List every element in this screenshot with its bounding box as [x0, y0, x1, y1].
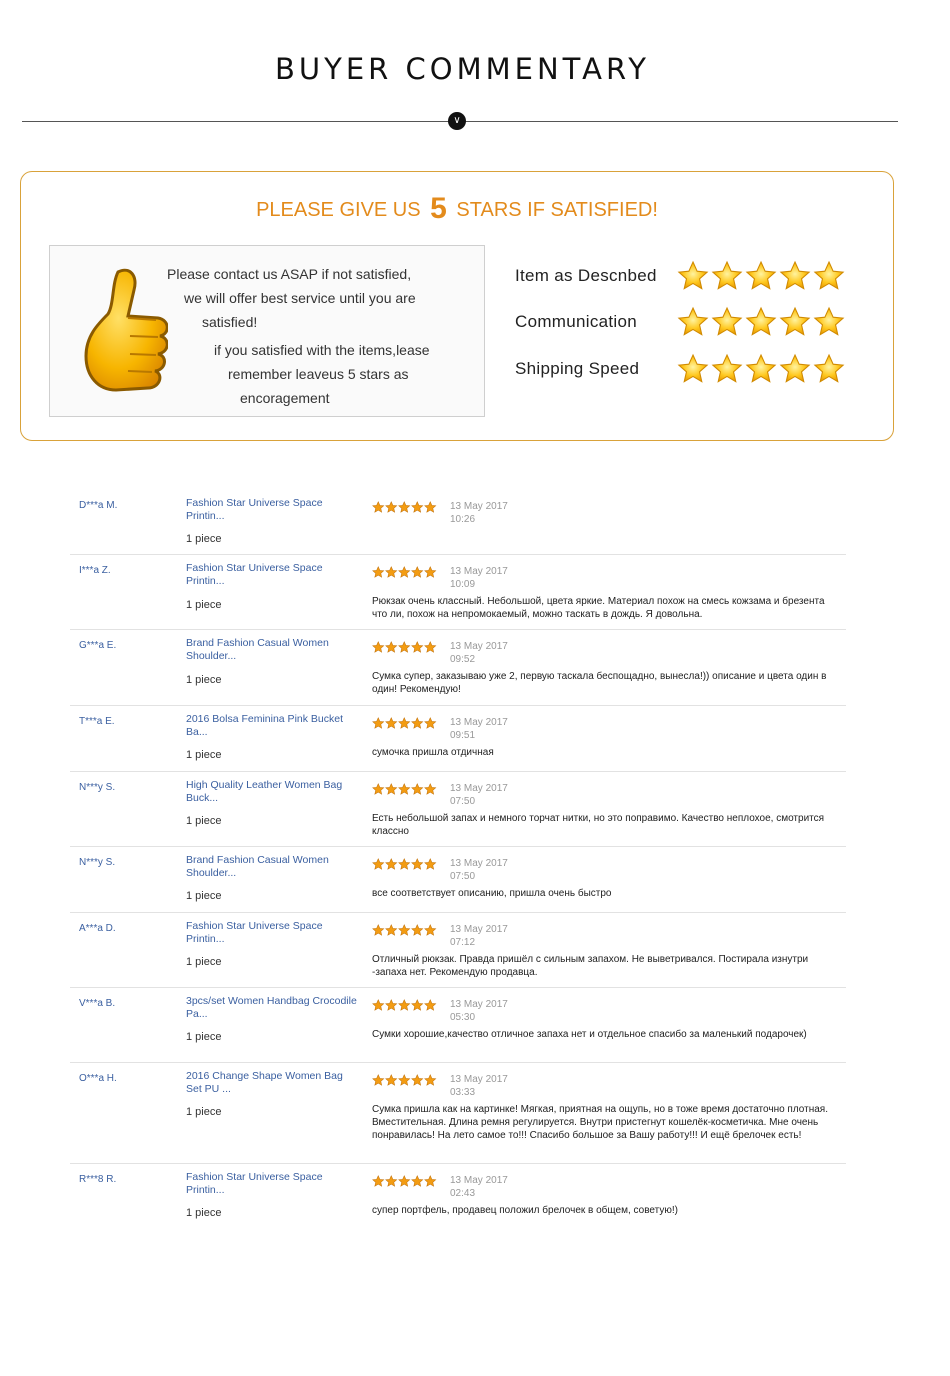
- quantity: 1 piece: [186, 1031, 222, 1043]
- rating-label: Shipping Speed: [515, 359, 640, 378]
- rating-label: Item as Descnbed: [515, 266, 657, 285]
- quantity: 1 piece: [186, 674, 222, 686]
- review-stars: [372, 640, 437, 658]
- review-text: Сумка пришла как на картинке! Мягкая, приятная на ощупь, но в тоже время достаточно плотная. Вместительная. Длина ремня регулируется. Внутри пристегнут кошелёк-косметичка. Мне очень понравилась! На лето самое то!!! Спасибо большое за Вашу работу!!! И ещё брелочек есть!: [372, 1104, 828, 1141]
- quantity: 1 piece: [186, 956, 222, 968]
- star-icon: [372, 783, 385, 796]
- star-icon: [424, 717, 437, 730]
- star-icon: [372, 1175, 385, 1188]
- banner-title-number: 5: [430, 192, 447, 225]
- chevron-down-icon: ∨: [448, 112, 466, 130]
- thumbs-up-icon: [78, 264, 168, 404]
- star-icon: [411, 924, 424, 937]
- contact-box: [49, 245, 485, 417]
- star-icon: [372, 858, 385, 871]
- star-icon: [411, 566, 424, 579]
- review-row: [70, 630, 846, 706]
- star-icon: [385, 924, 398, 937]
- quantity: 1 piece: [186, 533, 222, 545]
- review-stars: [372, 565, 437, 583]
- rating-item-as-described: [515, 260, 855, 296]
- star-icon: [372, 501, 385, 514]
- star-icon: [424, 566, 437, 579]
- star-icon: [411, 1175, 424, 1188]
- review-date: 13 May 2017 03:33: [450, 1074, 508, 1098]
- star-icon: [385, 783, 398, 796]
- reviewer-name: V***a B.: [79, 998, 116, 1009]
- star-icon: [411, 501, 424, 514]
- star-icon: [711, 306, 743, 338]
- review-stars: [372, 998, 437, 1016]
- reviewer-name: N***y S.: [79, 782, 116, 793]
- contact-line-3: satisfied!: [202, 314, 258, 330]
- star-icon: [411, 641, 424, 654]
- review-date: 13 May 2017 10:26: [450, 501, 508, 525]
- reviewer-name: G***a E.: [79, 640, 117, 651]
- star-icon: [398, 641, 411, 654]
- star-icon: [385, 999, 398, 1012]
- banner-title-pre: PLEASE GIVE US: [256, 199, 421, 221]
- contact-line-6: encoragement: [240, 390, 330, 406]
- review-list: [70, 490, 846, 1228]
- star-icon: [411, 858, 424, 871]
- review-date: 13 May 2017 07:50: [450, 858, 508, 882]
- review-stars: [372, 500, 437, 518]
- review-date: 13 May 2017 09:51: [450, 717, 508, 741]
- star-icon: [813, 353, 845, 385]
- banner-title: [21, 192, 893, 226]
- review-stars: [372, 923, 437, 941]
- star-icon: [385, 501, 398, 514]
- star-icon: [372, 641, 385, 654]
- contact-line-2: we will offer best service until you are: [184, 290, 416, 306]
- rating-communication: [515, 306, 855, 342]
- quantity: 1 piece: [186, 1207, 222, 1219]
- star-icon: [411, 717, 424, 730]
- quantity: 1 piece: [186, 1106, 222, 1118]
- product-link[interactable]: Fashion Star Universe Space Printin...: [186, 497, 323, 522]
- star-icon: [398, 501, 411, 514]
- star-icon: [424, 1074, 437, 1087]
- star-icon: [779, 353, 811, 385]
- review-row: [70, 555, 846, 630]
- star-icon: [372, 566, 385, 579]
- rating-label: Communication: [515, 312, 638, 331]
- reviewer-name: A***a D.: [79, 923, 116, 934]
- review-date: 13 May 2017 07:12: [450, 924, 508, 948]
- star-icon: [424, 999, 437, 1012]
- star-icon: [813, 306, 845, 338]
- product-link[interactable]: Fashion Star Universe Space Printin...: [186, 1171, 323, 1196]
- star-icon: [411, 783, 424, 796]
- reviewer-name: D***a M.: [79, 500, 118, 511]
- reviewer-name: I***a Z.: [79, 565, 111, 576]
- rating-stars: [677, 353, 847, 390]
- review-date: 13 May 2017 05:30: [450, 999, 508, 1023]
- satisfaction-banner: [20, 171, 894, 441]
- star-icon: [745, 353, 777, 385]
- reviewer-name: R***8 R.: [79, 1174, 117, 1185]
- quantity: 1 piece: [186, 815, 222, 827]
- review-row: [70, 1164, 846, 1228]
- quantity: 1 piece: [186, 890, 222, 902]
- review-text: сумочка пришла отдичная: [372, 747, 494, 758]
- contact-line-4: if you satisfied with the items,lease: [214, 342, 430, 358]
- star-icon: [424, 924, 437, 937]
- review-row: [70, 706, 846, 772]
- review-date: 13 May 2017 10:09: [450, 566, 508, 590]
- rating-stars: [677, 260, 847, 297]
- review-row: [70, 1063, 846, 1164]
- star-icon: [424, 858, 437, 871]
- review-stars: [372, 1073, 437, 1091]
- star-icon: [779, 306, 811, 338]
- star-icon: [385, 1074, 398, 1087]
- star-icon: [745, 260, 777, 292]
- review-row: [70, 490, 846, 555]
- star-icon: [424, 641, 437, 654]
- star-icon: [813, 260, 845, 292]
- review-stars: [372, 857, 437, 875]
- review-row: [70, 772, 846, 847]
- review-stars: [372, 782, 437, 800]
- star-icon: [398, 1074, 411, 1087]
- star-icon: [779, 260, 811, 292]
- star-icon: [398, 566, 411, 579]
- star-icon: [411, 1074, 424, 1087]
- rating-shipping-speed: [515, 353, 855, 389]
- star-icon: [711, 260, 743, 292]
- review-text: Есть небольшой запах и немного торчат нитки, но это поправимо. Качество неплохое, смотрится классно: [372, 813, 825, 837]
- reviewer-name: N***y S.: [79, 857, 116, 868]
- product-link[interactable]: Brand Fashion Casual Women Shoulder...: [186, 854, 329, 879]
- star-icon: [424, 1175, 437, 1188]
- reviewer-name: O***a H.: [79, 1073, 117, 1084]
- star-icon: [385, 858, 398, 871]
- star-icon: [398, 858, 411, 871]
- star-icon: [372, 1074, 385, 1087]
- star-icon: [385, 641, 398, 654]
- product-link[interactable]: High Quality Leather Women Bag Buck...: [186, 779, 343, 804]
- review-text: Сумка супер, заказываю уже 2, первую таскала беспощадно, вынесла!)) описание и цвета один в один! Рекомендую!: [372, 671, 827, 695]
- review-stars: [372, 1174, 437, 1192]
- review-text: Сумки хорошие,качество отличное запаха нет и отдельное спасибо за маленький подарочек): [372, 1029, 807, 1040]
- review-text: Отличный рюкзак. Правда пришёл с сильным запахом. Не выветривался. Постирала изнутри -запаха нет. Рекомендую продавца.: [372, 954, 809, 978]
- star-icon: [398, 717, 411, 730]
- star-icon: [372, 999, 385, 1012]
- star-icon: [372, 717, 385, 730]
- review-date: 13 May 2017 07:50: [450, 783, 508, 807]
- review-row: [70, 847, 846, 913]
- quantity: 1 piece: [186, 599, 222, 611]
- star-icon: [372, 924, 385, 937]
- review-stars: [372, 716, 437, 734]
- star-icon: [385, 717, 398, 730]
- product-link[interactable]: Fashion Star Universe Space Printin...: [186, 920, 323, 945]
- product-link[interactable]: Brand Fashion Casual Women Shoulder...: [186, 637, 329, 662]
- review-row: [70, 988, 846, 1063]
- star-icon: [677, 306, 709, 338]
- rating-stars: [677, 306, 847, 343]
- star-icon: [398, 999, 411, 1012]
- star-icon: [677, 260, 709, 292]
- reviewer-name: T***a E.: [79, 716, 115, 727]
- star-icon: [398, 1175, 411, 1188]
- review-row: [70, 913, 846, 988]
- review-text: все соответствует описанию, пришла очень быстро: [372, 888, 612, 899]
- star-icon: [424, 501, 437, 514]
- contact-line-1: Please contact us ASAP if not satisfied,: [167, 266, 412, 282]
- product-link[interactable]: Fashion Star Universe Space Printin...: [186, 562, 323, 587]
- star-icon: [424, 783, 437, 796]
- review-date: 13 May 2017 02:43: [450, 1175, 508, 1199]
- star-icon: [745, 306, 777, 338]
- star-icon: [677, 353, 709, 385]
- contact-line-5: remember leaveus 5 stars as: [228, 366, 409, 382]
- page-title: BUYER COMMENTARY: [275, 52, 650, 86]
- product-link[interactable]: 2016 Bolsa Feminina Pink Bucket Ba...: [186, 713, 344, 738]
- review-date: 13 May 2017 09:52: [450, 641, 508, 665]
- star-icon: [411, 999, 424, 1012]
- banner-title-post: STARS IF SATISFIED!: [456, 199, 658, 221]
- review-text: Рюкзак очень классный. Небольшой, цвета яркие. Материал похож на смесь кожзама и брезента что ли, похож на непромокаемый, можно таскать в дождь. Я довольна.: [372, 596, 825, 620]
- product-link[interactable]: 2016 Change Shape Women Bag Set PU ...: [186, 1070, 343, 1095]
- star-icon: [385, 1175, 398, 1188]
- star-icon: [711, 353, 743, 385]
- product-link[interactable]: 3pcs/set Women Handbag Crocodile Pa...: [186, 995, 357, 1020]
- review-text: супер портфель, продавец положил брелочек в общем, советую!): [372, 1205, 678, 1216]
- quantity: 1 piece: [186, 749, 222, 761]
- star-icon: [398, 924, 411, 937]
- star-icon: [385, 566, 398, 579]
- star-icon: [398, 783, 411, 796]
